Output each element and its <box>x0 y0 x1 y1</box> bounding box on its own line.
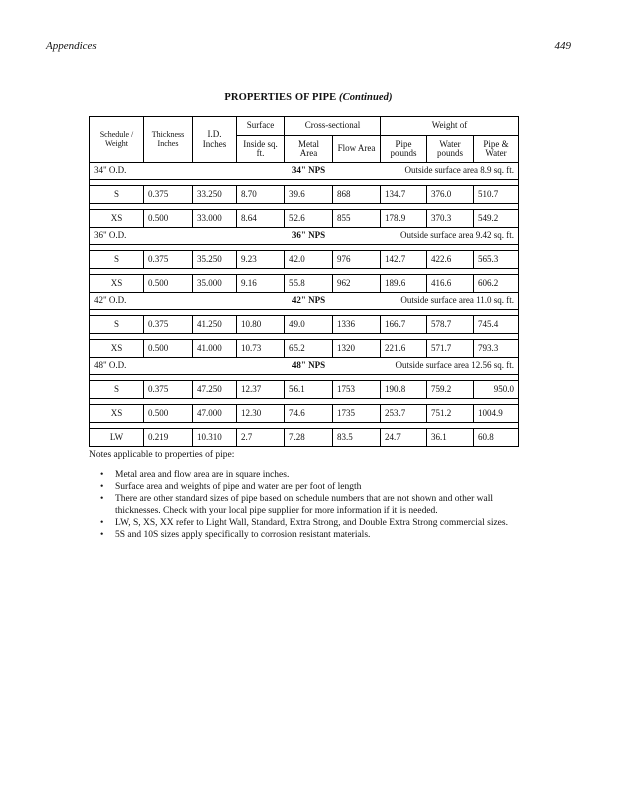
group-surface-area: Outside surface area 9.42 sq. ft. <box>381 228 519 245</box>
table-cell: XS <box>90 405 144 423</box>
pipe-properties-table <box>89 116 519 447</box>
note-item <box>89 469 529 481</box>
table-cell: 9.16 <box>237 275 285 293</box>
group-nps: 34" NPS <box>237 163 381 180</box>
table-cell: 39.6 <box>285 186 333 204</box>
bullet-icon: • <box>100 494 104 504</box>
table-cell: 35.000 <box>193 275 237 293</box>
table-cell: 221.6 <box>381 340 427 358</box>
table-cell: 0.500 <box>144 210 193 228</box>
table-cell: 976 <box>333 251 381 269</box>
table-title <box>0 92 617 103</box>
group-od: 42" O.D. <box>90 293 237 310</box>
table-cell: 606.2 <box>474 275 519 293</box>
table-cell: 0.500 <box>144 405 193 423</box>
table-cell: XS <box>90 340 144 358</box>
table-row <box>90 251 519 269</box>
table-cell: 41.250 <box>193 316 237 334</box>
table-cell: 422.6 <box>427 251 474 269</box>
group-nps: 48" NPS <box>237 358 381 375</box>
col-metal-area: Metal Area <box>285 136 333 163</box>
table-cell: LW <box>90 429 144 447</box>
table-cell: 0.375 <box>144 251 193 269</box>
group-od: 36" O.D. <box>90 228 237 245</box>
table-cell: 416.6 <box>427 275 474 293</box>
table-cell: 0.375 <box>144 381 193 399</box>
table-cell: 759.2 <box>427 381 474 399</box>
table-cell: 868 <box>333 186 381 204</box>
bullet-icon: • <box>100 482 104 492</box>
group-header-row <box>90 228 519 245</box>
note-text: Surface area and weights of pipe and water are per foot of length <box>115 482 362 492</box>
page-number: 449 <box>554 40 571 52</box>
table-title-main: PROPERTIES OF PIPE <box>224 92 339 103</box>
table-cell: 83.5 <box>333 429 381 447</box>
group-od: 34" O.D. <box>90 163 237 180</box>
bullet-icon: • <box>100 518 104 528</box>
table-cell: 370.3 <box>427 210 474 228</box>
table-cell: 60.8 <box>474 429 519 447</box>
table-cell: 751.2 <box>427 405 474 423</box>
table-cell: 55.8 <box>285 275 333 293</box>
col-surface: Surface <box>237 117 285 136</box>
table-cell: 7.28 <box>285 429 333 447</box>
table-row <box>90 381 519 399</box>
table-title-suffix: (Continued) <box>339 92 393 103</box>
table-cell: 2.7 <box>237 429 285 447</box>
table-cell: 8.70 <box>237 186 285 204</box>
group-nps: 42" NPS <box>237 293 381 310</box>
table-cell: 1735 <box>333 405 381 423</box>
table-cell: 190.8 <box>381 381 427 399</box>
group-header-row <box>90 293 519 310</box>
table-cell: 33.000 <box>193 210 237 228</box>
table-cell: 510.7 <box>474 186 519 204</box>
table-cell: 134.7 <box>381 186 427 204</box>
table-row <box>90 316 519 334</box>
table-cell: 376.0 <box>427 186 474 204</box>
table-cell: 12.30 <box>237 405 285 423</box>
bullet-icon: • <box>100 470 104 480</box>
table-cell: S <box>90 251 144 269</box>
table-cell: 0.375 <box>144 316 193 334</box>
table-cell: 1320 <box>333 340 381 358</box>
table-cell: 253.7 <box>381 405 427 423</box>
col-pipe-water: Pipe & Water <box>474 136 519 163</box>
group-od: 48" O.D. <box>90 358 237 375</box>
note-text: LW, S, XS, XX refer to Light Wall, Standard, Extra Strong, and Double Extra Strong commercial sizes. <box>115 518 508 528</box>
table-cell: 950.0 <box>474 381 519 399</box>
group-surface-area: Outside surface area 11.0 sq. ft. <box>381 293 519 310</box>
table-cell: S <box>90 381 144 399</box>
table-row <box>90 340 519 358</box>
table-cell: 0.500 <box>144 340 193 358</box>
note-item <box>89 529 529 541</box>
table-cell: 12.37 <box>237 381 285 399</box>
table-cell: 1753 <box>333 381 381 399</box>
table-cell: 42.0 <box>285 251 333 269</box>
note-text: Metal area and flow area are in square inches. <box>115 470 290 480</box>
table-cell: 178.9 <box>381 210 427 228</box>
col-id: I.D. Inches <box>193 117 237 163</box>
table-cell: 0.375 <box>144 186 193 204</box>
table-cell: 0.500 <box>144 275 193 293</box>
col-inside: Inside sq. ft. <box>237 136 285 163</box>
table-cell: 8.64 <box>237 210 285 228</box>
table-cell: 1336 <box>333 316 381 334</box>
bullet-icon: • <box>100 530 104 540</box>
table-cell: 549.2 <box>474 210 519 228</box>
table-cell: 1004.9 <box>474 405 519 423</box>
group-surface-area: Outside surface area 8.9 sq. ft. <box>381 163 519 180</box>
note-text: There are other standard sizes of pipe based on schedule numbers that are not shown and other wall thicknesses. Check with your local pipe supplier for more information if it is needed. <box>115 494 494 516</box>
table-cell: 578.7 <box>427 316 474 334</box>
col-water-pounds: Water pounds <box>427 136 474 163</box>
table-cell: 189.6 <box>381 275 427 293</box>
running-header-section: Appendices <box>46 40 97 52</box>
table-cell: 52.6 <box>285 210 333 228</box>
col-schedule: Schedule / Weight <box>90 117 144 163</box>
group-surface-area: Outside surface area 12.56 sq. ft. <box>381 358 519 375</box>
table-row <box>90 210 519 228</box>
table-cell: 56.1 <box>285 381 333 399</box>
group-header-row <box>90 358 519 375</box>
table-cell: 10.310 <box>193 429 237 447</box>
table-cell: 47.000 <box>193 405 237 423</box>
table-row <box>90 275 519 293</box>
notes-list <box>89 469 529 541</box>
table-cell: 10.73 <box>237 340 285 358</box>
notes-section <box>89 450 529 541</box>
table-row <box>90 429 519 447</box>
table-cell: 142.7 <box>381 251 427 269</box>
col-thickness: Thickness Inches <box>144 117 193 163</box>
table-cell: 10.80 <box>237 316 285 334</box>
table-cell: S <box>90 316 144 334</box>
table-row <box>90 186 519 204</box>
table-cell: XS <box>90 210 144 228</box>
note-item <box>89 481 529 493</box>
header-row-top <box>90 117 519 136</box>
note-item <box>89 517 529 529</box>
col-pipe-pounds: Pipe pounds <box>381 136 427 163</box>
table-cell: 793.3 <box>474 340 519 358</box>
table-cell: 65.2 <box>285 340 333 358</box>
table-cell: 35.250 <box>193 251 237 269</box>
col-weight-of: Weight of <box>381 117 519 136</box>
table-cell: 74.6 <box>285 405 333 423</box>
table-cell: 24.7 <box>381 429 427 447</box>
group-nps: 36" NPS <box>237 228 381 245</box>
table-cell: XS <box>90 275 144 293</box>
table-cell: 565.3 <box>474 251 519 269</box>
table-cell: 855 <box>333 210 381 228</box>
table-cell: 962 <box>333 275 381 293</box>
group-header-row <box>90 163 519 180</box>
table-cell: 47.250 <box>193 381 237 399</box>
table-cell: 49.0 <box>285 316 333 334</box>
table-row <box>90 405 519 423</box>
table-cell: 0.219 <box>144 429 193 447</box>
note-item <box>89 493 529 517</box>
table-cell: 9.23 <box>237 251 285 269</box>
notes-title: Notes applicable to properties of pipe: <box>89 450 235 460</box>
col-flow-area: Flow Area <box>333 136 381 163</box>
table-cell: 41.000 <box>193 340 237 358</box>
table-cell: 33.250 <box>193 186 237 204</box>
table-cell: 571.7 <box>427 340 474 358</box>
table-cell: S <box>90 186 144 204</box>
table-cell: 36.1 <box>427 429 474 447</box>
col-cross-sectional: Cross-sectional <box>285 117 381 136</box>
table-cell: 745.4 <box>474 316 519 334</box>
note-text: 5S and 10S sizes apply specifically to corrosion resistant materials. <box>115 530 371 540</box>
table-cell: 166.7 <box>381 316 427 334</box>
